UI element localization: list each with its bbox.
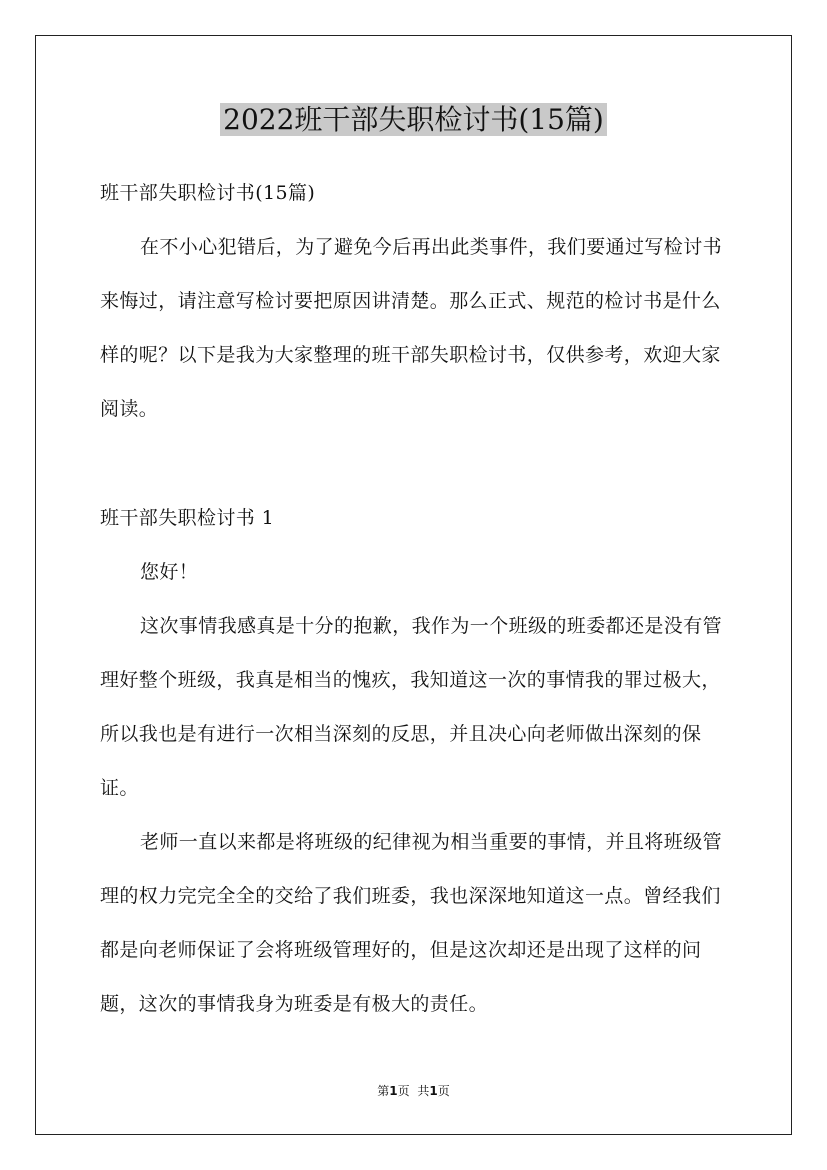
document-title (0, 100, 827, 140)
footer-page-prefix: 第 (377, 1084, 390, 1098)
intro-paragraph: 在不小心犯错后，为了避免今后再出此类事件，我们要通过写检讨书来悔过，请注意写检讨要把原因讲清楚。那么正式、规范的检讨书是什么样的呢？以下是我为大家整理的班干部失职检讨书，仅供参考，欢迎大家阅读。 (100, 236, 723, 420)
footer-page-unit: 页 (397, 1084, 410, 1098)
greeting: 您好！ (140, 561, 199, 583)
footer-total-unit: 页 (437, 1084, 450, 1098)
document-title-text: 2022班干部失职检讨书(15篇) (220, 103, 607, 136)
footer-page-total: 1 (429, 1084, 438, 1098)
document-subtitle: 班干部失职检讨书(15篇) (100, 182, 316, 204)
section-heading: 班干部失职检讨书 1 (100, 507, 275, 529)
body-paragraph-1: 这次事情我感真是十分的抱歉，我作为一个班级的班委都还是没有管理好整个班级，我真是相当的愧疚，我知道这一次的事情我的罪过极大，所以我也是有进行一次相当深刻的反思，并且决心向老师做出深刻的保证。 (100, 615, 723, 799)
page-footer (0, 1083, 827, 1099)
body-paragraph-2: 老师一直以来都是将班级的纪律视为相当重要的事情，并且将班级管理的权力完完全全的交给了我们班委，我也深深地知道这一点。曾经我们都是向老师保证了会将班级管理好的，但是这次却还是出现了这样的问题，这次的事情我身为班委是有极大的责任。 (100, 831, 723, 1015)
footer-page-current: 1 (389, 1084, 398, 1098)
footer-total-prefix: 共 (417, 1084, 430, 1098)
